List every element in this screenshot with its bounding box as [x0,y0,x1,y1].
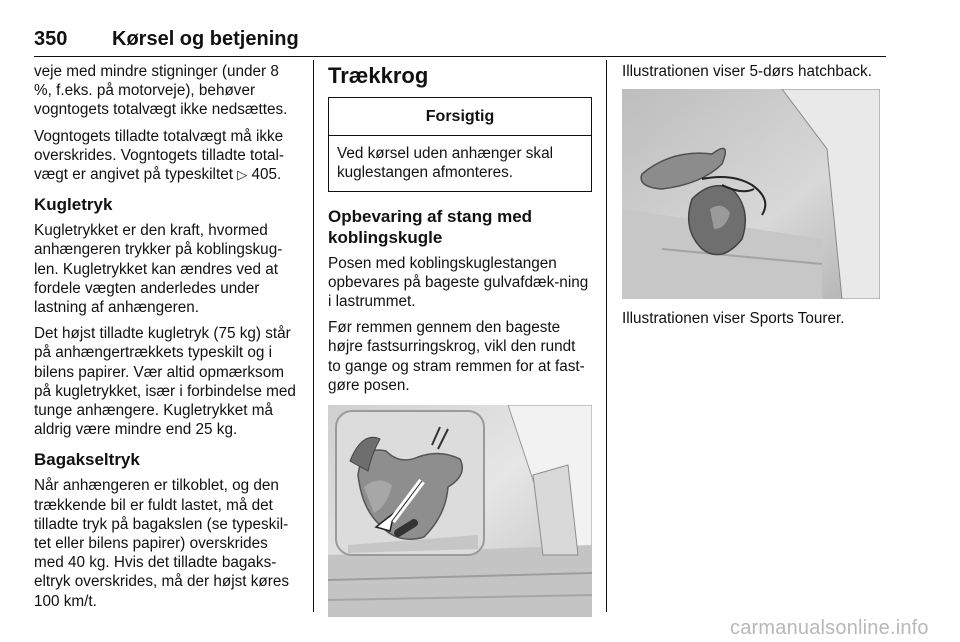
illustration-sports-tourer-cargo [328,405,592,617]
column-left [34,62,298,618]
section-heading-kugletryk: Kugletryk [34,195,113,215]
column-divider [606,60,607,612]
caution-title: Forsigtig [329,98,591,136]
figure-caption: Illustrationen viser Sports Tourer. [622,310,845,328]
figure-caption: Illustrationen viser 5-dørs hatchback. [622,63,872,80]
page-header [34,26,886,57]
paragraph: Kugletrykket er den kraft, hvormed anhængeren trykker på koblingskug-len. Kugletrykket kan ændres ved at fordele vægten anderledes under lastning af anhængeren. [34,222,283,317]
paragraph: veje med mindre stigninger (under 8 %, f.eks. på motorveje), behøver vogntogets totalvægt ikke nedsættes. [34,63,288,119]
section-heading-opbevaring: Opbevaring af stang med koblingskugle [328,206,533,247]
column-middle [328,62,592,617]
paragraph: Det højst tilladte kugletryk (75 kg) står på anhængertrækkets typeskilt og i bilens papirer. Vær altid opmærksom på kugletrykket, især i forbindelse med tunge anhængere. Kugletrykket må aldrig være mindre end 25 kg. [34,325,296,439]
column-right [622,62,886,335]
paragraph: Når anhængeren er tilkoblet, og den trækkende bil er fuldt lastet, må det tilladte tryk på bagakslen (se typeskil-tet eller bilens papirer) overskrides med 40 kg. Hvis det tilladte bagaks-eltryk overskrides, må der højst køres 100 km/t. [34,477,290,610]
page-number: 350 [34,28,68,50]
chapter-title: Kørsel og betjening [112,28,299,50]
section-heading-bagakseltryk: Bagakseltryk [34,450,140,470]
arrow-right-outline-icon: ▷ [237,167,248,183]
column-divider [313,60,314,612]
illustration-hatchback-cargo [622,89,880,299]
paragraph: Før remmen gennem den bageste højre fastsurringskrog, vikl den rundt to gange og stram remmen for at fast-gøre posen. [328,319,585,394]
watermark-text: carmanualsonline.info [730,617,929,639]
paragraph: Vogntogets tilladte totalvægt må ikke overskrides. Vogntogets tilladte total-vægt er angivet på typeskiltet ▷ 405. [34,127,284,184]
section-title-traekkrog: Trækkrog [328,63,429,88]
page-reference-link[interactable]: 405. [251,166,282,184]
caution-text: Ved kørsel uden anhænger skal kuglestangen afmonteres. [337,145,553,182]
paragraph: Posen med koblingskuglestangen opbevares på bageste gulvafdæk-ning i lastrummet. [328,254,589,311]
caution-box [328,97,592,192]
